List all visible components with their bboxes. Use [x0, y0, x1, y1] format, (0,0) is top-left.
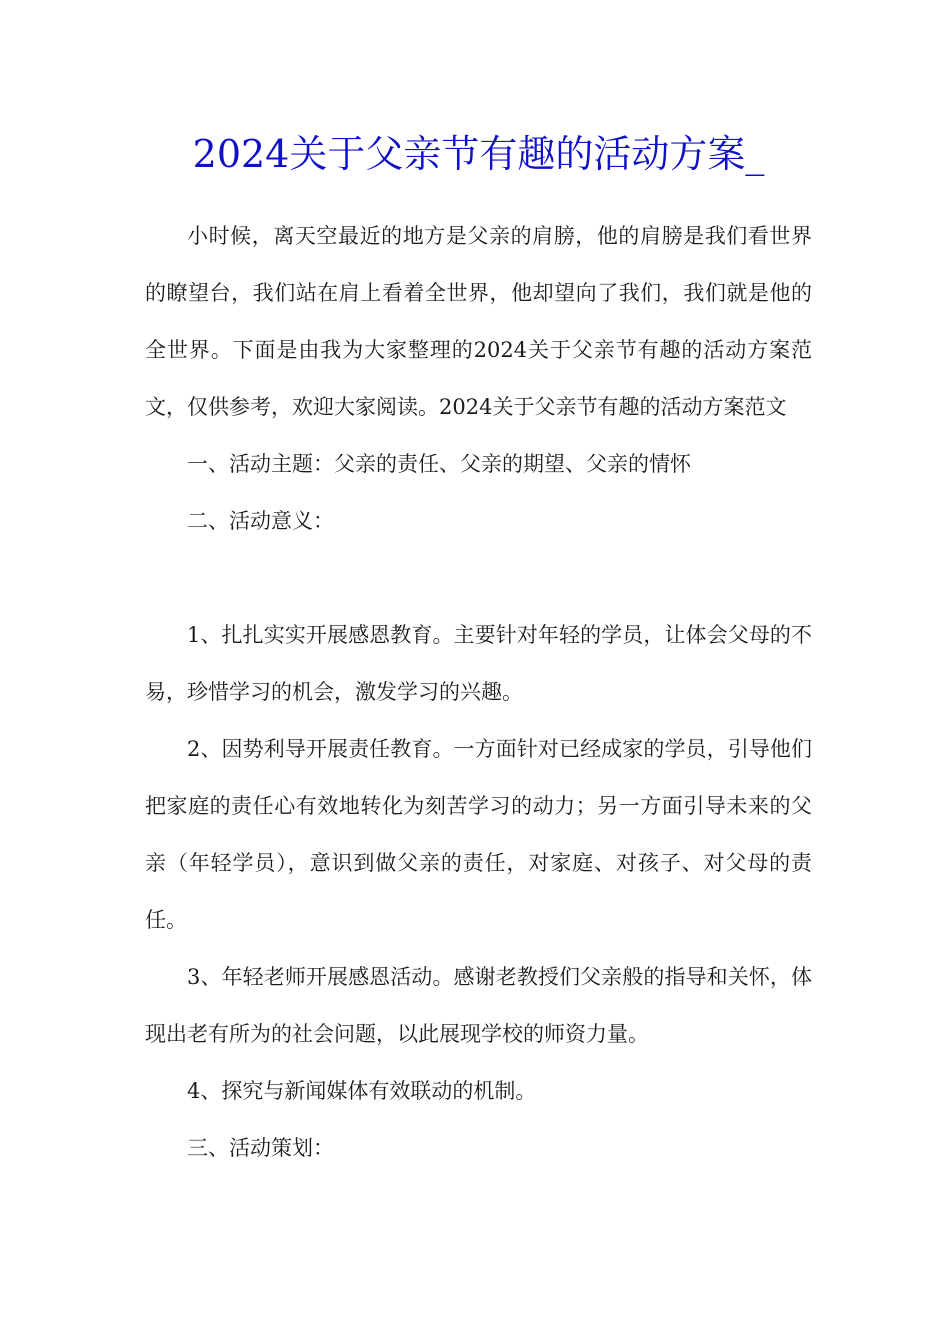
meaning-item-2: 2、因势利导开展责任教育。一方面针对已经成家的学员，引导他们把家庭的责任心有效地转化为刻苦学习的动力；另一方面引导未来的父亲（年轻学员），意识到做父亲的责任，对家庭、对孩子、对父母的责任。 — [145, 737, 812, 932]
meaning-item-4: 4、探究与新闻媒体有效联动的机制。 — [187, 1079, 537, 1103]
meaning-item-3: 3、年轻老师开展感恩活动。感谢老教授们父亲般的指导和关怀，体现出老有所为的社会问题，以此展现学校的师资力量。 — [145, 965, 812, 1046]
blank-line — [145, 550, 812, 607]
meaning-heading: 二、活动意义： — [187, 509, 334, 533]
intro-paragraph: 小时候，离天空最近的地方是父亲的肩膀，他的肩膀是我们看世界的瞭望台，我们站在肩上看着全世界，他却望向了我们，我们就是他的全世界。下面是由我为大家整理的2024关于父亲节有趣的活动方案范文，仅供参考，欢迎大家阅读。2024关于父亲节有趣的活动方案范文 — [145, 224, 812, 419]
plan-heading: 三、活动策划： — [187, 1136, 334, 1160]
meaning-item-1: 1、扎扎实实开展感恩教育。主要针对年轻的学员，让体会父母的不易，珍惜学习的机会，激发学习的兴趣。 — [145, 623, 812, 704]
theme-paragraph: 一、活动主题：父亲的责任、父亲的期望、父亲的情怀 — [187, 452, 691, 476]
document-title: 2024关于父亲节有趣的活动方案_ — [192, 132, 765, 176]
